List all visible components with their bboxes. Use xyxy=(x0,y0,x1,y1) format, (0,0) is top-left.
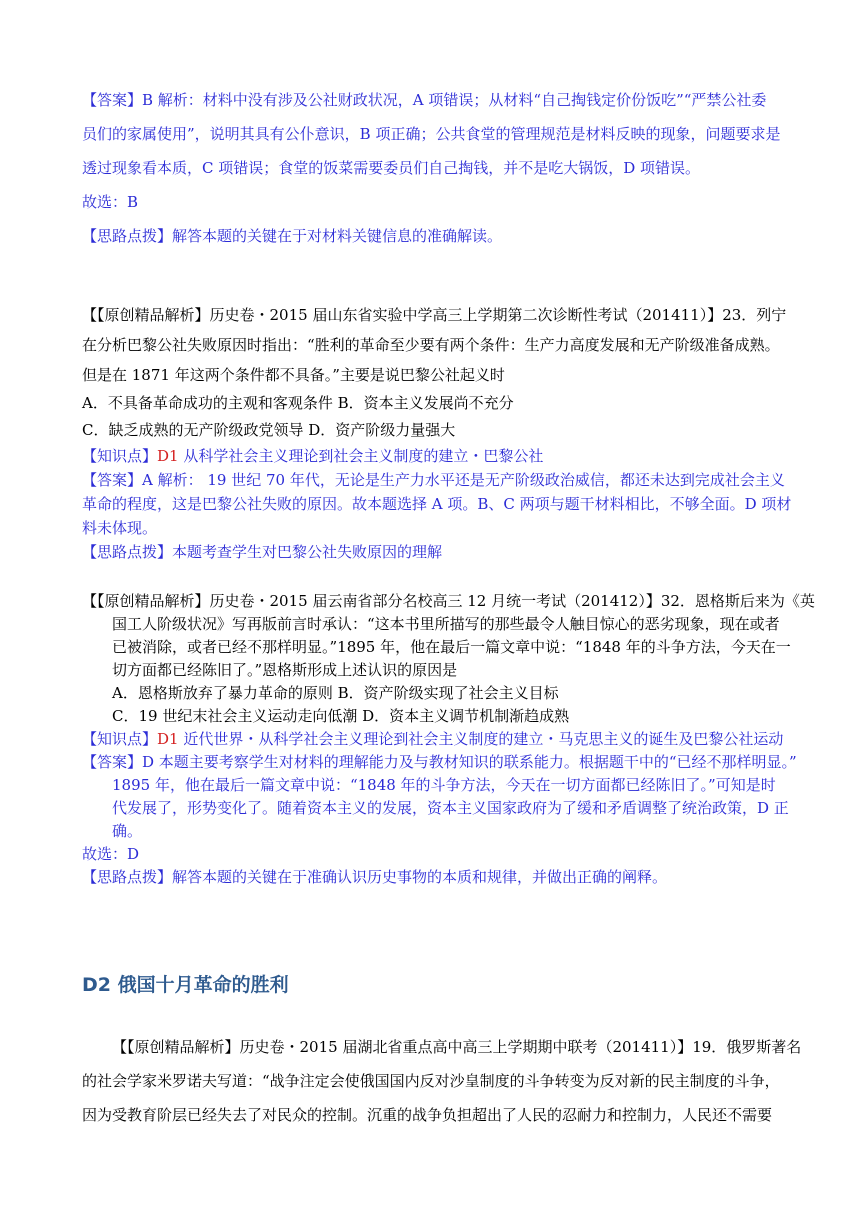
answer-line: 1895 年，他在最后一篇文章中说：“1848 年的斗争方法，今天在一切方面都已经陈旧了。”可知是时 xyxy=(112,776,776,794)
answer-line: 员们的家属使用”，说明其具有公仆意识，B 项正确；公共食堂的管理规范是材料反映的现象，问题要求是 xyxy=(82,125,781,143)
knowledge-tag: 【知识点】 xyxy=(82,447,158,465)
question-line: 的社会学家米罗诺夫写道：“战争注定会使俄国国内反对沙皇制度的斗争转变为反对新的民主制度的斗争， xyxy=(82,1072,780,1090)
option-line: C．缺乏成熟的无产阶级政党领导 D．资产阶级力量强大 xyxy=(82,421,456,439)
tip-tag: 【思路点拨】 xyxy=(82,868,173,886)
answer-line: 【答案】D 本题主要考察学生对材料的理解能力及与教材知识的联系能力。根据题干中的“已经不那样明显。” xyxy=(82,753,797,771)
question-line: 在分析巴黎公社失败原因时指出：“胜利的革命至少要有两个条件：生产力高度发展和无产阶级准备成熟。 xyxy=(82,336,780,354)
question-line: 【【原创精品解析】历史卷・2015 届山东省实验中学高三上学期第二次诊断性考试（201411）】23．列宁 xyxy=(82,306,787,324)
answer-line: 代发展了，形势变化了。随着资本主义的发展，资本主义国家政府为了缓和矛盾调整了统治政策，D 正 xyxy=(112,799,789,817)
answer-line: 透过现象看本质，C 项错误；食堂的饭菜需要委员们自己掏钱，并不是吃大锅饭，D 项错误。 xyxy=(82,159,701,177)
tip-line: 【思路点拨】本题考查学生对巴黎公社失败原因的理解 xyxy=(82,543,443,561)
answer-tag: 【答案】 xyxy=(82,753,143,771)
answer-line: 确。 xyxy=(112,822,143,840)
knowledge-line: 【知识点】D1 从科学社会主义理论到社会主义制度的建立・巴黎公社 xyxy=(82,447,544,465)
answer-line: 【答案】B 解析：材料中没有涉及公社财政状况，A 项错误；从材料“自己掏钱定价份饭吃”“严禁公社委 xyxy=(82,91,767,109)
tip-tag: 【思路点拨】 xyxy=(82,543,173,561)
question-block-4 xyxy=(82,1030,802,1132)
choice-line: 故选：D xyxy=(82,845,140,863)
answer-block-1 xyxy=(82,83,787,253)
question-line: 切方面都已经陈旧了。”恩格斯形成上述认识的原因是 xyxy=(112,661,458,679)
section-heading: D2 俄国十月革命的胜利 xyxy=(82,974,289,996)
option-line: A．不具备革命成功的主观和客观条件 B．资本主义发展尚不充分 xyxy=(82,394,514,412)
option-line: C．19 世纪末社会主义运动走向低潮 D．资本主义调节机制渐趋成熟 xyxy=(112,707,570,725)
answer-line: 【答案】A 解析： 19 世纪 70 年代，无论是生产力水平还是无产阶级政治威信，都还未达到完成社会主义 xyxy=(82,471,785,489)
answer-line: 革命的程度，这是巴黎公社失败的原因。故本题选择 A 项。B、C 两项与题干材料相比，不够全面。D 项材 xyxy=(82,495,792,513)
tip-line: 【思路点拨】解答本题的关键在于准确认识历史事物的本质和规律，并做出正确的阐释。 xyxy=(82,868,668,886)
knowledge-tag: 【知识点】 xyxy=(82,730,158,748)
choice-line: 故选：B xyxy=(82,193,139,211)
question-block-2 xyxy=(82,300,792,564)
question-line: 但是在 1871 年这两个条件都不具备。”主要是说巴黎公社起义时 xyxy=(82,366,505,384)
question-block-3 xyxy=(82,590,815,889)
knowledge-code: D1 xyxy=(157,730,179,748)
question-line: 【【原创精品解析】历史卷・2015 届湖北省重点高中高三上学期期中联考（201411）】19．俄罗斯著名 xyxy=(112,1038,802,1056)
question-line: 【【原创精品解析】历史卷・2015 届云南省部分名校高三 12 月统一考试（201412）】32．恩格斯后来为《英 xyxy=(82,592,815,610)
knowledge-line: 【知识点】D1 近代世界・从科学社会主义理论到社会主义制度的建立・马克思主义的诞生及巴黎公社运动 xyxy=(82,730,784,748)
tip-line: 【思路点拨】解答本题的关键在于对材料关键信息的准确解读。 xyxy=(82,227,503,245)
answer-tag: 【答案】 xyxy=(82,471,143,489)
tip-tag: 【思路点拨】 xyxy=(82,227,173,245)
knowledge-code: D1 xyxy=(157,447,179,465)
question-line: 已被消除，或者已经不那样明显。”1895 年，他在最后一篇文章中说：“1848 年的斗争方法，今天在一 xyxy=(112,638,791,656)
answer-tag: 【答案】 xyxy=(82,91,143,109)
question-line: 因为受教育阶层已经失去了对民众的控制。沉重的战争负担超出了人民的忍耐力和控制力，人民还不需要 xyxy=(82,1106,773,1124)
option-line: A．恩格斯放弃了暴力革命的原则 B．资产阶级实现了社会主义目标 xyxy=(112,684,559,702)
answer-line: 料未体现。 xyxy=(82,519,158,537)
question-line: 国工人阶级状况》写再版前言时承认：“这本书里所描写的那些最令人触目惊心的恶劣现象，现在或者 xyxy=(112,615,780,633)
